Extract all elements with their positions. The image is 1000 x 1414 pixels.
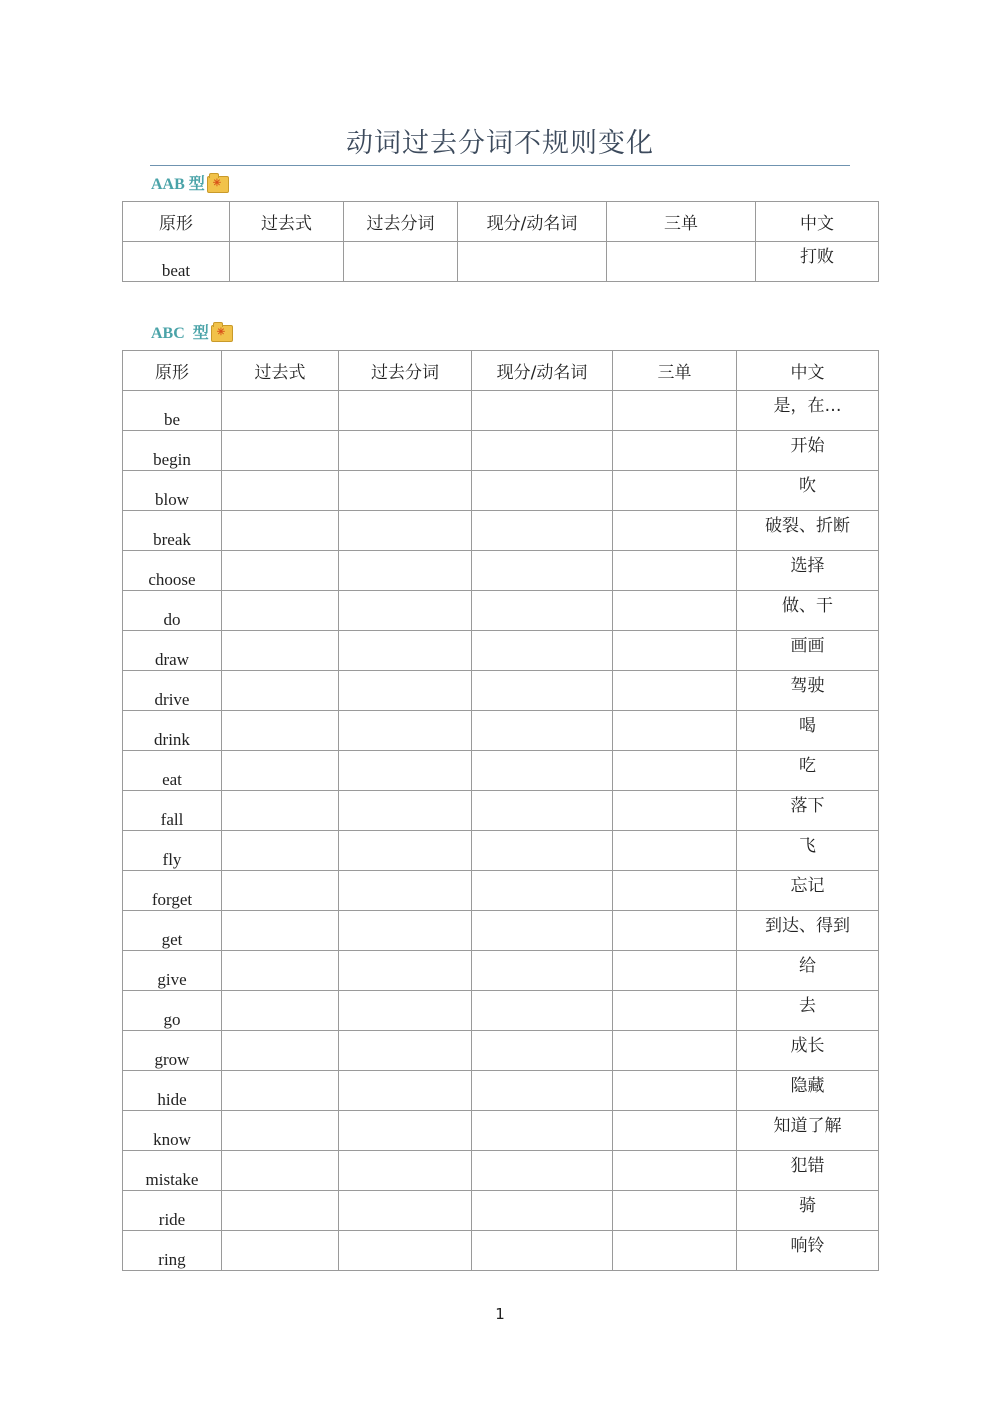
present-participle-cell	[472, 591, 613, 631]
past-participle-cell	[339, 951, 472, 991]
header-chinese: 中文	[756, 202, 879, 242]
chinese-meaning-cell: 开始	[737, 431, 879, 471]
table-row	[123, 951, 879, 991]
base-form-cell: choose	[123, 551, 222, 591]
chinese-meaning-cell: 画画	[737, 631, 879, 671]
third-person-cell	[613, 1031, 737, 1071]
past-participle-cell	[339, 1031, 472, 1071]
third-person-cell	[613, 631, 737, 671]
base-form-cell: ring	[123, 1231, 222, 1271]
present-participle-cell	[472, 911, 613, 951]
table-row	[123, 431, 879, 471]
past-participle-cell	[344, 242, 458, 282]
third-person-cell	[613, 431, 737, 471]
past-tense-cell	[222, 1191, 339, 1231]
past-participle-cell	[339, 911, 472, 951]
past-participle-cell	[339, 551, 472, 591]
header-base-form: 原形	[123, 351, 222, 391]
chinese-meaning-cell: 吃	[737, 751, 879, 791]
base-form-cell: draw	[123, 631, 222, 671]
past-participle-cell	[339, 831, 472, 871]
chinese-meaning-cell: 犯错	[737, 1151, 879, 1191]
third-person-cell	[613, 1231, 737, 1271]
past-participle-cell	[339, 471, 472, 511]
table-row	[123, 1111, 879, 1151]
base-form-cell: drive	[123, 671, 222, 711]
table-header-row	[123, 351, 879, 391]
third-person-cell	[613, 391, 737, 431]
past-tense-cell	[222, 391, 339, 431]
past-tense-cell	[222, 631, 339, 671]
past-tense-cell	[222, 1071, 339, 1111]
table-row	[123, 791, 879, 831]
table-row	[123, 671, 879, 711]
present-participle-cell	[472, 1071, 613, 1111]
past-tense-cell	[222, 791, 339, 831]
header-third-person: 三单	[607, 202, 756, 242]
present-participle-cell	[472, 711, 613, 751]
past-participle-cell	[339, 791, 472, 831]
present-participle-cell	[472, 791, 613, 831]
base-form-cell: blow	[123, 471, 222, 511]
past-participle-cell	[339, 391, 472, 431]
third-person-cell	[613, 591, 737, 631]
title-underline	[150, 165, 850, 166]
header-third-person: 三单	[613, 351, 737, 391]
page-title: 动词过去分词不规则变化	[346, 128, 654, 159]
past-tense-cell	[230, 242, 344, 282]
chinese-meaning-cell: 做、干	[737, 591, 879, 631]
third-person-cell	[613, 751, 737, 791]
base-form-cell: beat	[123, 242, 230, 282]
table-row	[123, 471, 879, 511]
third-person-cell	[613, 1151, 737, 1191]
past-tense-cell	[222, 871, 339, 911]
base-form-cell: give	[123, 951, 222, 991]
present-participle-cell	[472, 1231, 613, 1271]
section-label-abc	[151, 322, 233, 346]
base-form-cell: forget	[123, 871, 222, 911]
table-header-row	[123, 202, 879, 242]
chinese-meaning-cell: 落下	[737, 791, 879, 831]
past-participle-cell	[339, 1151, 472, 1191]
chinese-meaning-cell: 破裂、折断	[737, 511, 879, 551]
table-row	[123, 751, 879, 791]
table-abc	[122, 350, 879, 1271]
third-person-cell	[613, 1111, 737, 1151]
table-row	[123, 991, 879, 1031]
past-participle-cell	[339, 511, 472, 551]
base-form-cell: hide	[123, 1071, 222, 1111]
third-person-cell	[613, 831, 737, 871]
table-aab	[122, 201, 879, 282]
chinese-meaning-cell: 忘记	[737, 871, 879, 911]
chinese-meaning-cell: 知道了解	[737, 1111, 879, 1151]
past-participle-cell	[339, 871, 472, 911]
base-form-cell: go	[123, 991, 222, 1031]
past-tense-cell	[222, 1111, 339, 1151]
folder-icon	[211, 325, 233, 342]
table-row	[123, 911, 879, 951]
base-form-cell: drink	[123, 711, 222, 751]
third-person-cell	[613, 471, 737, 511]
chinese-meaning-cell: 吹	[737, 471, 879, 511]
header-past-participle: 过去分词	[344, 202, 458, 242]
past-participle-cell	[339, 591, 472, 631]
past-tense-cell	[222, 711, 339, 751]
present-participle-cell	[472, 751, 613, 791]
table-row	[123, 631, 879, 671]
section-label-aab	[151, 173, 229, 197]
past-tense-cell	[222, 1031, 339, 1071]
past-participle-cell	[339, 671, 472, 711]
present-participle-cell	[472, 551, 613, 591]
third-person-cell	[613, 951, 737, 991]
chinese-meaning-cell: 选择	[737, 551, 879, 591]
base-form-cell: get	[123, 911, 222, 951]
present-participle-cell	[472, 631, 613, 671]
past-tense-cell	[222, 831, 339, 871]
present-participle-cell	[458, 242, 607, 282]
past-participle-cell	[339, 1231, 472, 1271]
third-person-cell	[613, 871, 737, 911]
chinese-meaning-cell: 飞	[737, 831, 879, 871]
past-tense-cell	[222, 551, 339, 591]
past-participle-cell	[339, 631, 472, 671]
present-participle-cell	[472, 1151, 613, 1191]
third-person-cell	[613, 1191, 737, 1231]
present-participle-cell	[472, 431, 613, 471]
third-person-cell	[613, 791, 737, 831]
present-participle-cell	[472, 1111, 613, 1151]
present-participle-cell	[472, 1031, 613, 1071]
past-tense-cell	[222, 1151, 339, 1191]
table-row	[123, 391, 879, 431]
base-form-cell: be	[123, 391, 222, 431]
base-form-cell: eat	[123, 751, 222, 791]
past-tense-cell	[222, 431, 339, 471]
present-participle-cell	[472, 511, 613, 551]
chinese-meaning-cell: 骑	[737, 1191, 879, 1231]
present-participle-cell	[472, 471, 613, 511]
chinese-meaning-cell: 隐藏	[737, 1071, 879, 1111]
past-participle-cell	[339, 1071, 472, 1111]
past-tense-cell	[222, 751, 339, 791]
past-participle-cell	[339, 991, 472, 1031]
chinese-meaning-cell: 响铃	[737, 1231, 879, 1271]
folder-icon	[207, 176, 229, 193]
header-past-tense: 过去式	[222, 351, 339, 391]
section-label-abc-text: ABC 型	[151, 325, 209, 342]
header-past-tense: 过去式	[230, 202, 344, 242]
table-row	[123, 551, 879, 591]
third-person-cell	[613, 511, 737, 551]
chinese-meaning-cell: 驾驶	[737, 671, 879, 711]
table-row	[123, 511, 879, 551]
past-tense-cell	[222, 911, 339, 951]
present-participle-cell	[472, 1191, 613, 1231]
past-tense-cell	[222, 671, 339, 711]
header-base-form: 原形	[123, 202, 230, 242]
chinese-meaning-cell: 去	[737, 991, 879, 1031]
past-participle-cell	[339, 751, 472, 791]
base-form-cell: fly	[123, 831, 222, 871]
table-row	[123, 1071, 879, 1111]
table-row	[123, 591, 879, 631]
base-form-cell: do	[123, 591, 222, 631]
third-person-cell	[613, 991, 737, 1031]
present-participle-cell	[472, 831, 613, 871]
header-chinese: 中文	[737, 351, 879, 391]
present-participle-cell	[472, 391, 613, 431]
base-form-cell: grow	[123, 1031, 222, 1071]
third-person-cell	[607, 242, 756, 282]
chinese-meaning-cell: 是，在…	[737, 391, 879, 431]
past-participle-cell	[339, 1111, 472, 1151]
table-row	[123, 1191, 879, 1231]
past-tense-cell	[222, 511, 339, 551]
past-participle-cell	[339, 1191, 472, 1231]
header-past-participle: 过去分词	[339, 351, 472, 391]
past-tense-cell	[222, 951, 339, 991]
table-row	[123, 1151, 879, 1191]
table-row	[123, 831, 879, 871]
chinese-meaning-cell: 打败	[756, 242, 879, 282]
header-present-participle: 现分/动名词	[472, 351, 613, 391]
third-person-cell	[613, 551, 737, 591]
present-participle-cell	[472, 871, 613, 911]
third-person-cell	[613, 911, 737, 951]
table-row	[123, 242, 879, 282]
section-label-aab-text: AAB 型	[151, 176, 205, 193]
third-person-cell	[613, 1071, 737, 1111]
base-form-cell: know	[123, 1111, 222, 1151]
present-participle-cell	[472, 951, 613, 991]
header-present-participle: 现分/动名词	[458, 202, 607, 242]
table-row	[123, 1031, 879, 1071]
chinese-meaning-cell: 喝	[737, 711, 879, 751]
past-tense-cell	[222, 1231, 339, 1271]
table-row	[123, 711, 879, 751]
base-form-cell: ride	[123, 1191, 222, 1231]
table-row	[123, 871, 879, 911]
past-tense-cell	[222, 991, 339, 1031]
past-participle-cell	[339, 431, 472, 471]
third-person-cell	[613, 711, 737, 751]
base-form-cell: fall	[123, 791, 222, 831]
present-participle-cell	[472, 671, 613, 711]
page-number: 1	[495, 1305, 505, 1323]
chinese-meaning-cell: 到达、得到	[737, 911, 879, 951]
third-person-cell	[613, 671, 737, 711]
chinese-meaning-cell: 成长	[737, 1031, 879, 1071]
base-form-cell: break	[123, 511, 222, 551]
past-participle-cell	[339, 711, 472, 751]
base-form-cell: mistake	[123, 1151, 222, 1191]
chinese-meaning-cell: 给	[737, 951, 879, 991]
past-tense-cell	[222, 471, 339, 511]
present-participle-cell	[472, 991, 613, 1031]
table-row	[123, 1231, 879, 1271]
past-tense-cell	[222, 591, 339, 631]
base-form-cell: begin	[123, 431, 222, 471]
